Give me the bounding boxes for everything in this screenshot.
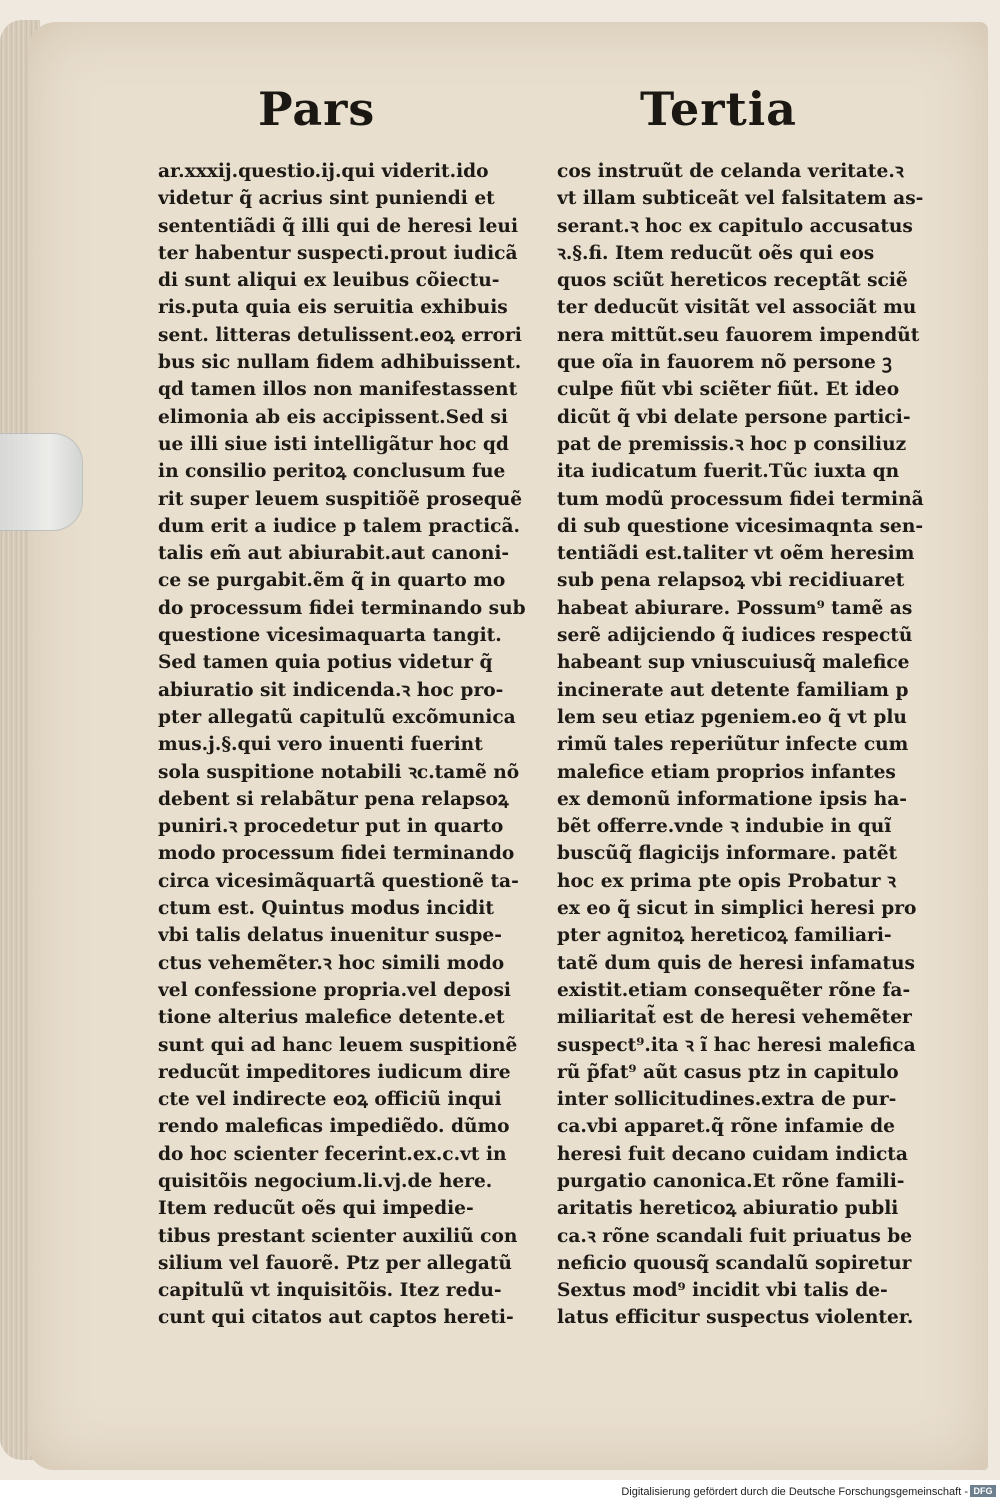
text-line: suspect⁹.ita ꝛ ĩ hac heresi malefica bbox=[557, 1034, 916, 1056]
running-head-left: Pars bbox=[258, 82, 376, 136]
text-line: vt illam subticeãt vel falsitatem as- bbox=[557, 188, 924, 210]
text-column-right bbox=[557, 158, 947, 1332]
text-line: ca.ꝛ rõne scandali fuit priuatus be bbox=[557, 1225, 913, 1247]
text-line: habeat abiurare. Possum⁹ tamẽ as bbox=[557, 597, 913, 619]
text-line: pat de premissis.ꝛ hoc p consiliuz bbox=[557, 433, 907, 455]
text-line: talis em̃ aut abiurabit.aut canoni- bbox=[158, 543, 510, 565]
text-line: cos instruũt de celanda veritate.ꝛ bbox=[557, 161, 904, 182]
text-line: ce se purgabit.ẽm q̃ in quarto mo bbox=[158, 570, 506, 592]
text-line: ue illi siue isti intelligãtur hoc qd bbox=[158, 433, 509, 455]
text-line: cte vel indirecte eoꝝ officiũ inqui bbox=[158, 1089, 502, 1111]
text-line: rũ p̃fat⁹ aũt casus ptz in capitulo bbox=[557, 1061, 899, 1083]
text-line: habeant sup vniuscuiusq̃ malefice bbox=[557, 652, 910, 674]
text-line: sola suspitione notabili ꝛc.tamẽ nõ bbox=[158, 761, 520, 783]
text-line: hoc ex prima pte opis Probatur ꝛ bbox=[557, 870, 896, 892]
text-line: abiuratio sit indicenda.ꝛ hoc pro- bbox=[158, 679, 504, 701]
footer-credit: Digitalisierung gefördert durch die Deutsche Forschungsgemeinschaft - bbox=[621, 1486, 968, 1498]
text-line: videtur q̃ acrius sint puniendi et bbox=[158, 188, 495, 210]
text-line: buscũq̃ flagicijs informare. patẽt bbox=[557, 843, 898, 865]
text-line: elimonia ab eis accipissent.Sed si bbox=[158, 406, 508, 428]
text-line: do processum fidei terminando sub bbox=[158, 597, 526, 619]
running-head-right: Tertia bbox=[640, 82, 797, 136]
text-line: ter habentur suspecti.prout iudicã bbox=[158, 242, 518, 264]
page-clip bbox=[0, 433, 83, 531]
text-line: inter sollicitudines.extra de pur- bbox=[557, 1089, 897, 1111]
text-line: tibus prestant scienter auxiliũ con bbox=[158, 1225, 518, 1247]
text-line: vbi talis delatus inuenitur suspe- bbox=[158, 925, 502, 947]
text-line: existit.etiam consequẽter rõne fa- bbox=[557, 979, 911, 1001]
text-line: ex eo q̃ sicut in simplici heresi pro bbox=[557, 898, 917, 920]
text-line: silium vel fauorẽ. Ptz per allegatũ bbox=[158, 1252, 512, 1274]
text-line: sent. litteras detulissent.eoꝝ errori bbox=[158, 324, 522, 346]
text-line: aritatis hereticoꝝ abiuratio publi bbox=[557, 1198, 899, 1220]
text-line: questione vicesimaquarta tangit. bbox=[158, 625, 502, 647]
text-line: sub pena relapsoꝝ vbi recidiuaret bbox=[557, 570, 905, 592]
text-line: ca.vbi apparet.q̃ rõne infamie de bbox=[557, 1116, 895, 1138]
text-line: nera mittũt.seu fauorem impendũt bbox=[557, 324, 920, 346]
text-line: tum modũ processum fidei terminã bbox=[557, 488, 924, 510]
text-line: ꝛ.§.fi. Item reducũt oẽs qui eos bbox=[557, 242, 875, 264]
text-line: ita iudicatum fuerit.Tũc iuxta qn bbox=[557, 461, 900, 483]
text-line: serant.ꝛ hoc ex capitulo accusatus bbox=[557, 215, 913, 237]
text-line: purgatio canonica.Et rõne famili- bbox=[557, 1170, 905, 1192]
text-line: latus efficitur suspectus violenter. bbox=[557, 1307, 914, 1329]
text-line: modo processum fidei terminando bbox=[158, 843, 515, 865]
text-line: cunt qui citatos aut captos hereti- bbox=[158, 1307, 514, 1329]
text-line: ter deducũt visitãt vel associãt mu bbox=[557, 297, 917, 319]
text-line: lem seu etiaz pgeniem.eo q̃ vt plu bbox=[557, 706, 907, 728]
text-line: qd tamen illos non manifestassent bbox=[158, 379, 518, 401]
text-line: serẽ adijciendo q̃ iudices respectũ bbox=[557, 625, 913, 647]
text-line: do hoc scienter fecerint.ex.c.vt in bbox=[158, 1143, 507, 1165]
text-line: capitulũ vt inquisitõis. Itez redu- bbox=[158, 1280, 502, 1302]
text-line: que oĩa in fauorem nõ persone ꝫ bbox=[557, 352, 892, 374]
text-line: Sextus mod⁹ incidit vbi talis de- bbox=[557, 1280, 888, 1302]
text-line: puniri.ꝛ procedetur put in quarto bbox=[158, 816, 504, 838]
text-line: dicũt q̃ vbi delate persone partici- bbox=[557, 406, 911, 428]
text-line: circa vicesimãquartã questionẽ ta- bbox=[158, 870, 519, 892]
text-line: quos sciũt hereticos receptãt sciẽ bbox=[557, 270, 908, 292]
text-line: di sunt aliqui ex leuibus cõiectu- bbox=[158, 270, 500, 292]
text-line: rimũ tales reperiũtur infecte cum bbox=[557, 734, 909, 756]
dfg-logo: DFG bbox=[970, 1485, 996, 1497]
text-line: heresi fuit decano cuidam indicta bbox=[557, 1143, 908, 1165]
text-line: quisitõis negocium.li.vj.de here. bbox=[158, 1170, 493, 1192]
text-line: Item reducũt oẽs qui impedie- bbox=[158, 1198, 474, 1220]
text-column-left bbox=[158, 158, 548, 1332]
text-line: tatẽ dum quis de heresi infamatus bbox=[557, 952, 915, 974]
text-line: ctum est. Quintus modus incidit bbox=[158, 898, 494, 920]
text-line: neficio quousq̃ scandalũ sopiretur bbox=[557, 1252, 912, 1274]
text-line: pter agnitoꝝ hereticoꝝ familiari- bbox=[557, 925, 892, 947]
text-line: rendo maleficas impediẽdo. dũmo bbox=[158, 1116, 510, 1138]
text-line: bẽt offerre.vnde ꝛ indubie in quĩ bbox=[557, 816, 892, 838]
text-line: bus sic nullam fidem adhibuissent. bbox=[158, 352, 522, 374]
text-line: in consilio peritoꝝ conclusum fue bbox=[158, 461, 506, 483]
text-line: ris.puta quia eis seruitia exhibuis bbox=[158, 297, 508, 319]
text-line: malefice etiam proprios infantes bbox=[557, 761, 896, 783]
text-line: culpe fiũt vbi sciẽter fiũt. Et ideo bbox=[557, 379, 900, 401]
text-line: mus.j.§.qui vero inuenti fuerint bbox=[158, 734, 483, 756]
text-line: tione alterius malefice detente.et bbox=[158, 1007, 505, 1029]
text-line: ctus vehemẽter.ꝛ hoc simili modo bbox=[158, 952, 505, 974]
text-line: reducũt impeditores iudicum dire bbox=[158, 1061, 511, 1083]
text-line: tentiãdi est.taliter vt oẽm heresim bbox=[557, 543, 915, 565]
text-line: Sed tamen quia potius videtur q̃ bbox=[158, 652, 493, 674]
text-line: rit super leuem suspitiõẽ prosequẽ bbox=[158, 488, 523, 510]
text-line: ar.xxxij.questio.ij.qui viderit.ido bbox=[158, 161, 489, 182]
text-line: di sub questione vicesimaqnta sen- bbox=[557, 515, 924, 537]
text-line: vel confessione propria.vel deposi bbox=[158, 979, 511, 1001]
text-line: sunt qui ad hanc leuem suspitionẽ bbox=[158, 1034, 518, 1056]
text-line: debent si relabãtur pena relapsoꝝ bbox=[158, 788, 509, 810]
text-line: incinerate aut detente familiam p bbox=[557, 679, 909, 701]
text-line: sententiãdi q̃ illi qui de heresi leui bbox=[158, 215, 519, 237]
text-line: pter allegatũ capitulũ excõmunica bbox=[158, 706, 516, 728]
text-line: miliaritat̃ est de heresi vehemẽter bbox=[557, 1007, 912, 1029]
text-line: ex demonũ informatione ipsis ha- bbox=[557, 788, 908, 810]
text-line: dum erit a iudice p talem practicã. bbox=[158, 515, 521, 537]
